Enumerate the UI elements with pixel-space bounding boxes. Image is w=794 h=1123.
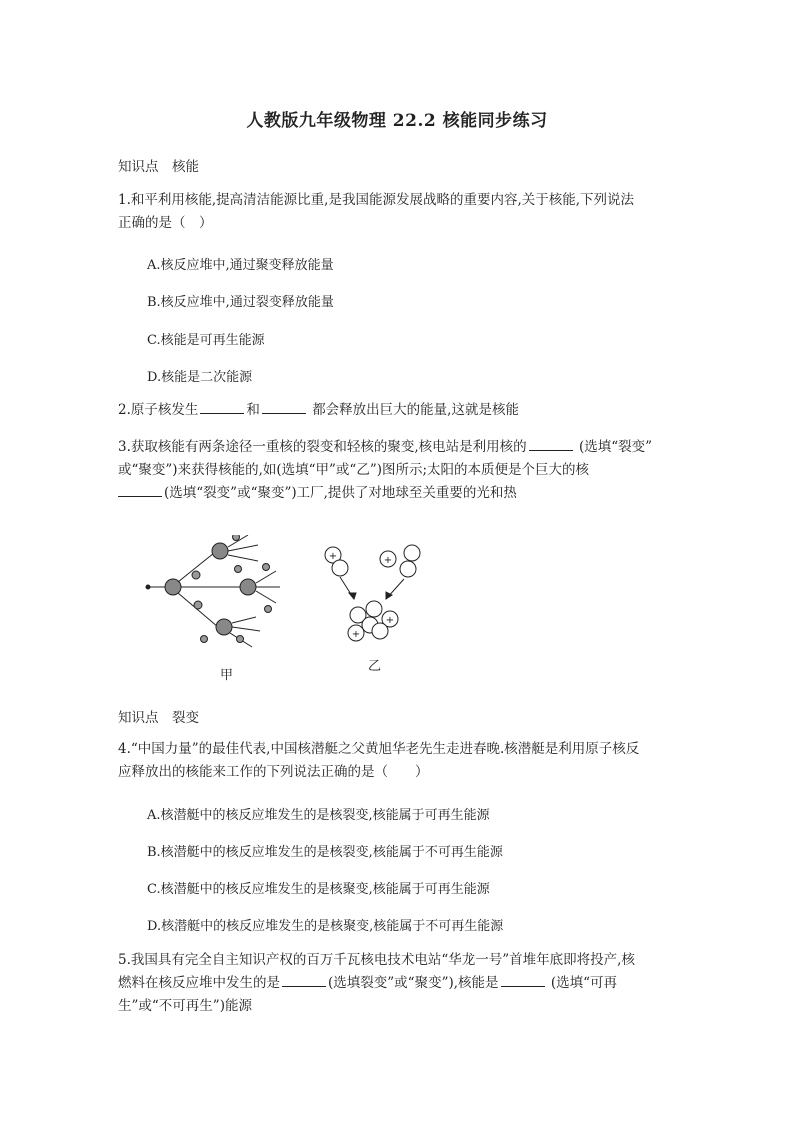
page-title: 人教版九年级物理 22.2 核能同步练习	[246, 111, 548, 131]
question-1-option-b: B.核反应堆中,通过裂变释放能量	[147, 295, 334, 310]
question-4-option-c: C.核潜艇中的核反应堆发生的是核聚变,核能属于可再生能源	[147, 882, 490, 897]
question-4-option-a: A.核潜艇中的核反应堆发生的是核裂变,核能属于可再生能源	[147, 808, 490, 823]
question-3-line1a: 3.获取核能有两条途径一重核的裂变和轻核的聚变,核电站是利用核的	[118, 439, 527, 455]
question-3-line2: 或“聚变”)来获得核能的,如(选填“甲”或“乙”)图所示;太阳的本质便是个巨大的核	[118, 462, 590, 478]
question-1-option-d: D.核能是二次能源	[147, 370, 253, 385]
figure-label-b: 乙	[368, 659, 382, 674]
question-4-option-b: B.核潜艇中的核反应堆发生的是核裂变,核能属于不可再生能源	[147, 845, 503, 860]
answer-blank	[501, 973, 545, 987]
section-heading-fission: 知识点 裂变	[118, 710, 199, 726]
question-5-line2c: (选填“可再	[550, 975, 617, 991]
question-2-text-2: 和	[246, 402, 260, 418]
question-5-line1: 5.我国具有完全自主知识产权的百万千瓦核电技术电站“华龙一号”首堆年底即将投产,核	[118, 952, 635, 968]
answer-blank	[529, 437, 573, 451]
question-4	[118, 738, 688, 784]
answer-blank	[282, 973, 326, 987]
fusion-diagram	[325, 545, 420, 641]
question-4-option-d: D.核潜艇中的核反应堆发生的是核聚变,核能属于不可再生能源	[147, 919, 504, 934]
answer-blank	[262, 400, 306, 414]
question-3	[118, 436, 688, 505]
question-5-line3: 生”或“不可再生”)能源	[118, 998, 252, 1014]
answer-blank	[118, 483, 162, 497]
question-3-line1b: (选填“裂变”	[578, 439, 653, 455]
question-4-stem-line1: 4.“中国力量”的最佳代表,中国核潜艇之父黄旭华老先生走进春晚.核潜艇是利用原子核反	[118, 741, 640, 757]
question-1-option-c: C.核能是可再生能源	[147, 333, 265, 348]
question-5-line2a: 燃料在核反应堆中发生的是	[118, 975, 280, 991]
proton-plus: +	[328, 551, 338, 562]
figure-label-a: 甲	[220, 668, 234, 683]
question-2-text-3: 都会释放出巨大的能量,这就是核能	[312, 402, 519, 418]
question-1-option-a: A.核反应堆中,通过聚变释放能量	[147, 258, 334, 273]
question-1-stem-line2: 正确的是（ ）	[118, 215, 213, 231]
proton-plus: +	[383, 555, 393, 566]
question-1	[118, 189, 688, 235]
answer-blank	[200, 400, 244, 414]
question-5-line2b: (选填裂变”或“聚变”),核能是	[328, 975, 499, 991]
section-heading-nuclear-energy: 知识点 核能	[118, 159, 199, 175]
figure-diagram	[118, 535, 438, 685]
fission-chain-diagram	[146, 535, 280, 647]
question-2-text-1: 2.原子核发生	[118, 402, 199, 418]
question-1-stem-line1: 1.和平利用核能,提高清洁能源比重,是我国能源发展战略的重要内容,关于核能,下列说法	[118, 192, 635, 208]
question-4-stem-line2: 应释放出的核能来工作的下列说法正确的是（ ）	[118, 764, 429, 780]
proton-plus: +	[351, 629, 361, 640]
question-3-line3: (选填“裂变”或“聚变”)工厂,提供了对地球至关重要的光和热	[164, 485, 517, 501]
question-2	[118, 399, 688, 422]
question-5	[118, 949, 688, 1018]
proton-plus: +	[385, 615, 395, 626]
fission-fusion-figure	[118, 535, 438, 685]
